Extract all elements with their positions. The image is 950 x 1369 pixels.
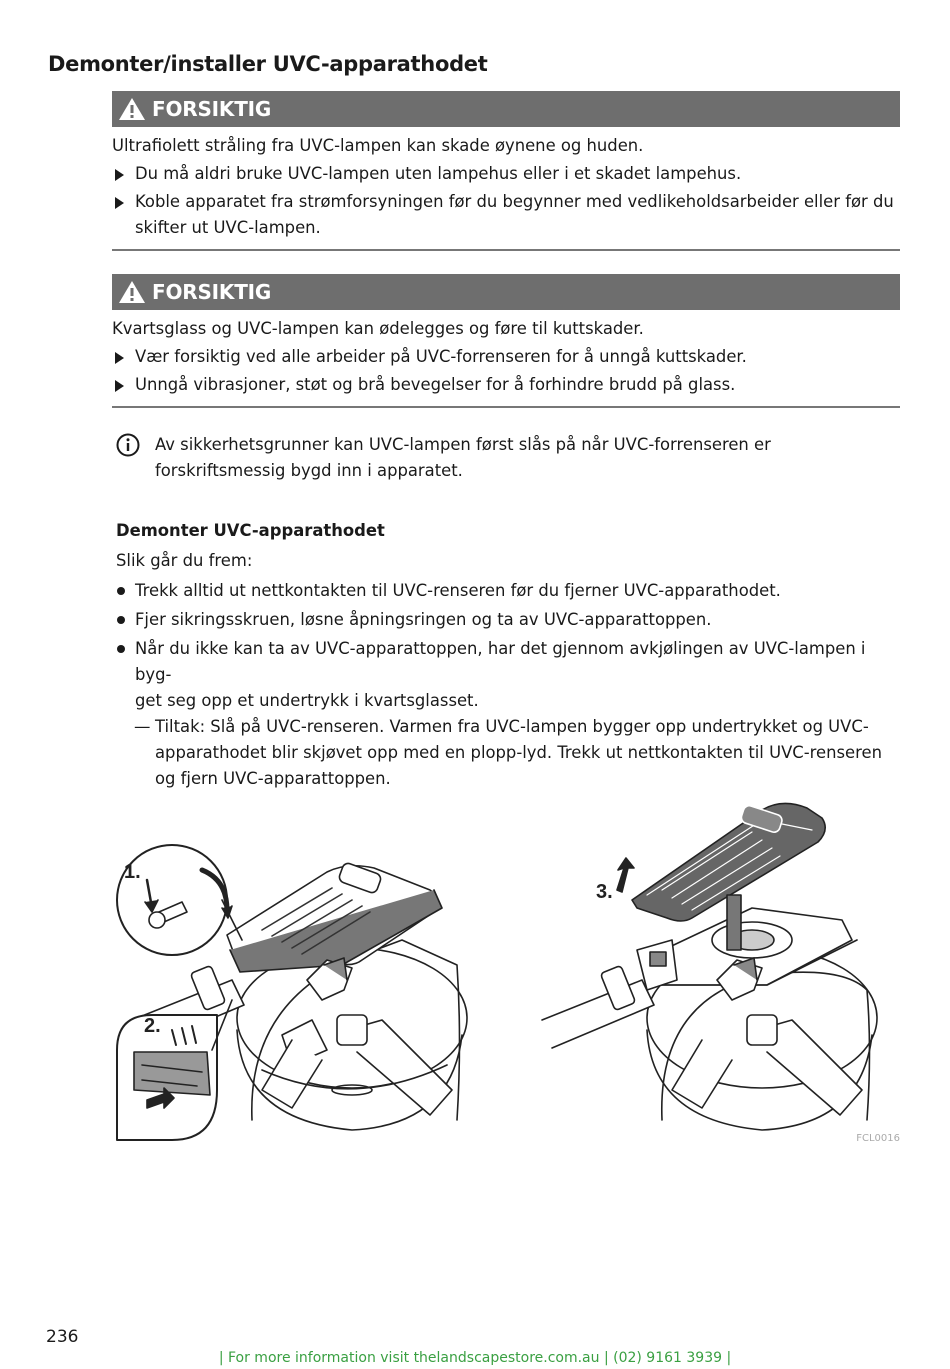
- caution-label: FORSIKTIG: [152, 280, 272, 304]
- list-item: [116, 636, 896, 714]
- triangle-bullet-icon: [115, 352, 124, 364]
- list-item-text: Trekk alltid ut nettkontakten til UVC-renseren før du fjerner UVC-apparathodet.: [135, 581, 781, 600]
- warning-triangle-icon: [118, 97, 146, 121]
- caution-header: [112, 274, 900, 310]
- caution-header: [112, 91, 900, 127]
- caution-item-text: Koble apparatet fra strømforsyningen før du begynner med vedlikeholdsarbeider eller før du skifter ut UVC-lampen.: [135, 192, 894, 237]
- caution-item-text: Du må aldri bruke UVC-lampen uten lampehus eller i et skadet lampehus.: [135, 164, 742, 183]
- triangle-bullet-icon: [115, 197, 124, 209]
- info-text: Av sikkerhetsgrunner kan UVC-lampen først slås på når UVC-forrenseren er forskriftsmessig bygd inn i apparatet.: [155, 435, 771, 480]
- step-label-3: 3.: [596, 881, 613, 903]
- caution-label: FORSIKTIG: [152, 97, 272, 121]
- caution-box-uv-radiation: [112, 91, 900, 251]
- caution-lead: Kvartsglass og UVC-lampen kan ødelegges og føre til kuttskader.: [112, 319, 644, 338]
- list-item-text: Fjer sikringsskruen, løsne åpningsringen og ta av UVC-apparattoppen.: [135, 610, 712, 629]
- step-label-1: 1.: [124, 861, 141, 883]
- caution-item: [112, 372, 900, 398]
- caution-item-text: Unngå vibrasjoner, støt og brå bevegelser for å forhindre brudd på glass.: [135, 375, 736, 394]
- remove-uvc-section: [116, 518, 896, 792]
- sub-list-item: [116, 714, 896, 792]
- list-item: [116, 607, 896, 633]
- triangle-bullet-icon: [115, 380, 124, 392]
- caution-divider: [112, 249, 900, 251]
- bullet-dot-icon: [117, 645, 125, 653]
- left-device: [117, 845, 467, 1140]
- page-number: 236: [46, 1327, 79, 1347]
- illustration-drawing: [112, 790, 900, 1150]
- dash-mark: —: [134, 717, 151, 736]
- bullet-dot-icon: [117, 587, 125, 595]
- section-heading: Demonter UVC-apparathodet: [116, 521, 385, 540]
- caution-box-quartz-glass: [112, 274, 900, 408]
- footer-link[interactable]: | For more information visit thelandscapestore.com.au | (02) 9161 3939 |: [218, 1350, 732, 1366]
- warning-triangle-icon: [118, 280, 146, 304]
- caution-divider: [112, 406, 900, 408]
- list-item: [116, 578, 896, 604]
- info-icon: [116, 433, 140, 457]
- caution-item: [112, 344, 900, 370]
- sub-item-text-line: og fjern UVC-apparattoppen.: [155, 769, 391, 788]
- figure-code: FCL0016: [856, 1133, 900, 1144]
- step-label-2: 2.: [144, 1015, 161, 1037]
- info-note: [116, 432, 906, 484]
- section-intro: Slik går du frem:: [116, 551, 253, 570]
- bullet-dot-icon: [117, 616, 125, 624]
- list-item-text-line: Når du ikke kan ta av UVC-apparattoppen, har det gjennom avkjølingen av UVC-lampen i byg-: [135, 639, 866, 684]
- sub-item-text-line: Tiltak: Slå på UVC-renseren. Varmen fra UVC-lampen bygger opp undertrykket og UVC-: [155, 717, 869, 736]
- uvc-removal-illustration: [112, 790, 900, 1150]
- caution-item: [112, 161, 900, 187]
- triangle-bullet-icon: [115, 169, 124, 181]
- caution-lead: Ultrafiolett stråling fra UVC-lampen kan skade øynene og huden.: [112, 136, 644, 155]
- page-title: Demonter/installer UVC-apparathodet: [48, 52, 488, 76]
- caution-item-text: Vær forsiktig ved alle arbeider på UVC-forrenseren for å unngå kuttskader.: [135, 347, 747, 366]
- sub-item-text-line: apparathodet blir skjøvet opp med en plopp-lyd. Trekk ut nettkontakten til UVC-renseren: [155, 743, 882, 762]
- right-device: [542, 803, 877, 1130]
- caution-item: [112, 189, 900, 241]
- list-item-text-line: get seg opp et undertrykk i kvartsglasset.: [135, 691, 479, 710]
